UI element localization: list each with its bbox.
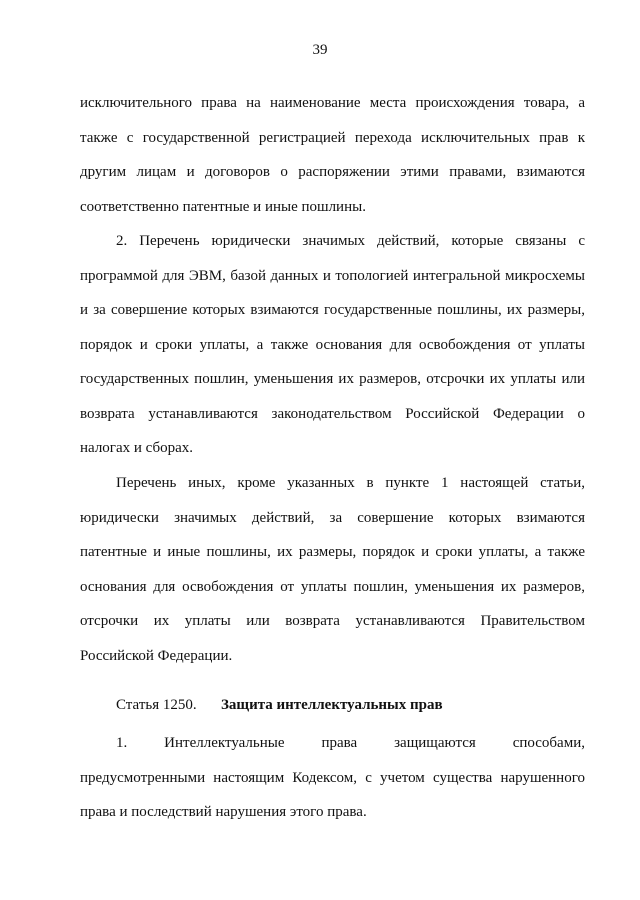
text-line: возврата устанавливаются законодательством Российской Федерации о (80, 405, 585, 422)
text-line: предусмотренными настоящим Кодексом, с учетом существа нарушенного (80, 769, 585, 786)
text-line: программой для ЭВМ, базой данных и топологией интегральной микросхемы (80, 267, 585, 284)
paragraph-item-2 (80, 224, 585, 466)
text-line: порядок и сроки уплаты, а также основания для освобождения от уплаты (80, 336, 585, 353)
text-line: другим лицам и договоров о распоряжении этими правами, взимаются (80, 164, 585, 180)
text-line: 2. Перечень юридически значимых действий, которые связаны с (116, 233, 585, 249)
text-line: отсрочки их уплаты или возврата устанавливаются Правительством (80, 613, 585, 629)
text-line: налогах и сборах. (80, 440, 194, 456)
page-number: 39 (312, 42, 328, 58)
article-number: Статья 1250. (116, 697, 197, 713)
text-line: государственных пошлин, уменьшения их размеров, отсрочки их уплаты или (80, 371, 585, 387)
text-line: основания для освобождения от уплаты пошлин, уменьшения их размеров, (80, 578, 585, 595)
text-line: патентные и иные пошлины, их размеры, порядок и сроки уплаты, а также (80, 544, 585, 560)
paragraph-article-item-1 (80, 726, 585, 830)
paragraph-continuation (80, 86, 585, 224)
text-line: юридически значимых действий, за совершение которых взимаются (80, 509, 585, 526)
article-title: Защита интеллектуальных прав (221, 697, 443, 713)
text-line: соответственно патентные и иные пошлины. (80, 198, 366, 215)
text-line: Российской Федерации. (80, 647, 233, 664)
article-heading (116, 697, 443, 714)
text-line: и за совершение которых взимаются государственные пошлины, их размеры, (80, 302, 585, 318)
text-line: права и последствий нарушения этого права. (80, 804, 367, 820)
text-line: исключительного права на наименование места происхождения товара, а (80, 95, 585, 111)
text-line: Перечень иных, кроме указанных в пункте 1 настоящей статьи, (116, 475, 585, 491)
text-line: 1. Интеллектуальные права защищаются способами, (116, 735, 585, 751)
text-line: также с государственной регистрацией перехода исключительных прав к (80, 129, 585, 146)
paragraph-other-actions (80, 466, 585, 673)
